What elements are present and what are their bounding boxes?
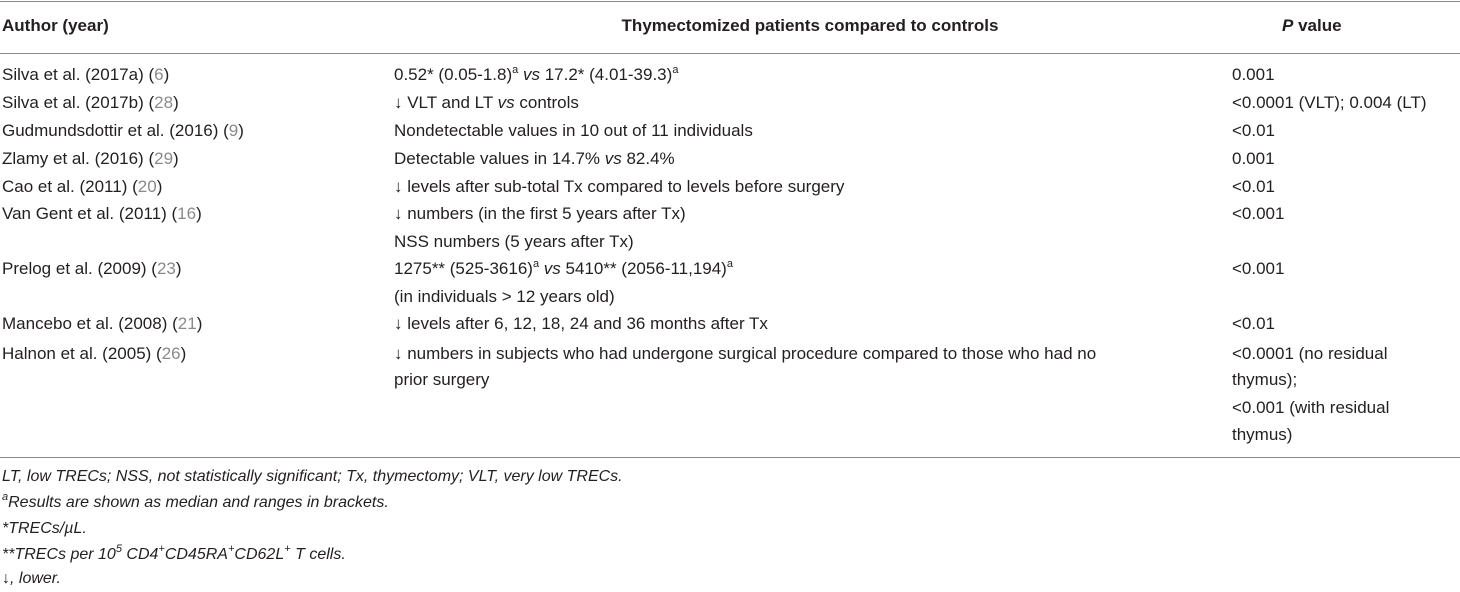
author-cell: Van Gent et al. (2011) (16) — [2, 204, 202, 223]
header-author-year: Author (year) — [2, 16, 109, 35]
footnote-single-star: *TRECs/µL. — [2, 520, 87, 537]
reference-link[interactable]: 9 — [228, 121, 239, 140]
p-value-cell: 0.001 — [1232, 149, 1275, 168]
footnote-abbreviations: LT, low TRECs; NSS, not statistically significant; Tx, thymectomy; VLT, very low TRECs. — [2, 468, 623, 485]
reference-link[interactable]: 20 — [137, 177, 157, 196]
table-bottom-rule — [0, 457, 1460, 458]
reference-link[interactable]: 28 — [154, 93, 174, 112]
p-value-cell-line3: <0.001 (with residual — [1232, 398, 1390, 417]
reference-link[interactable]: 16 — [177, 204, 197, 223]
author-cell: Gudmundsdottir et al. (2016) (9) — [2, 121, 244, 140]
p-value-cell: <0.001 — [1232, 204, 1285, 223]
reference-link[interactable]: 21 — [177, 314, 197, 333]
finding-cell: 1275** $(525-3616)^a$ vs 5410** $(2056-11,194)^a$ — [394, 258, 733, 278]
p-value-cell: <0.0001 (no residual — [1232, 344, 1388, 363]
finding-cell-line2: (in individuals > 12 years old) — [394, 287, 615, 306]
reference-link[interactable]: 23 — [156, 259, 176, 278]
finding-cell: ↓ levels after 6, 12, 18, 24 and 36 months after Tx — [394, 314, 768, 333]
finding-cell: 0.52* $(0.05-1.8)^a$ vs 17.2* $(4.01-39.3)^a$ — [394, 64, 679, 84]
author-cell: Silva et al. (2017b) (28) — [2, 93, 179, 112]
header-p-letter: P — [1282, 16, 1294, 35]
reference-link[interactable]: 6 — [154, 65, 164, 84]
finding-cell: ↓ numbers (in the first 5 years after Tx) — [394, 204, 686, 223]
footnote-arrow: ↓, lower. — [2, 570, 61, 587]
finding-cell-line2: prior surgery — [394, 370, 490, 389]
author-cell: Prelog et al. (2009) (23) — [2, 259, 182, 278]
author-cell: Silva et al. (2017a) (6) — [2, 65, 170, 84]
footnote-a: $^a$Results are shown as median and ranges in brackets. — [2, 491, 389, 511]
header-p-rest: value — [1293, 16, 1342, 35]
reference-link[interactable]: 29 — [154, 149, 174, 168]
header-comparison: Thymectomized patients compared to controls — [621, 16, 999, 35]
p-value-cell: <0.01 — [1232, 314, 1276, 333]
p-value-cell-line4: thymus) — [1232, 425, 1293, 444]
finding-cell: ↓ VLT and LT vs controls — [394, 93, 579, 112]
p-value-cell: <0.001 — [1232, 259, 1285, 278]
author-cell: Cao et al. (2011) (20) — [2, 177, 163, 196]
finding-cell: Nondetectable values in 10 out of 11 individuals — [394, 121, 753, 140]
header-p-value — [1282, 13, 1342, 39]
p-value-cell: <0.0001 (VLT); 0.004 (LT) — [1232, 93, 1427, 112]
reference-link[interactable]: 26 — [161, 344, 181, 363]
header-rule — [0, 53, 1460, 54]
footnote-double-star: **TRECs per $10^5$ CD4+CD45RA+CD62L+ T cells. — [2, 543, 346, 563]
p-value-cell-line2: thymus); — [1232, 370, 1298, 389]
p-value-cell: <0.01 — [1232, 121, 1276, 140]
table-top-rule — [0, 1, 1460, 2]
p-value-cell: <0.01 — [1232, 177, 1276, 196]
p-value-cell: 0.001 — [1232, 65, 1275, 84]
finding-cell: ↓ levels after sub-total Tx compared to levels before surgery — [394, 177, 845, 196]
finding-cell: Detectable values in 14.7% vs 82.4% — [394, 149, 675, 168]
author-cell: Mancebo et al. (2008) (21) — [2, 314, 203, 333]
author-cell: Halnon et al. (2005) (26) — [2, 344, 187, 363]
finding-cell-line2: NSS numbers (5 years after Tx) — [394, 232, 634, 251]
author-cell: Zlamy et al. (2016) (29) — [2, 149, 179, 168]
finding-cell: ↓ numbers in subjects who had undergone surgical procedure compared to those who had no — [394, 344, 1097, 363]
